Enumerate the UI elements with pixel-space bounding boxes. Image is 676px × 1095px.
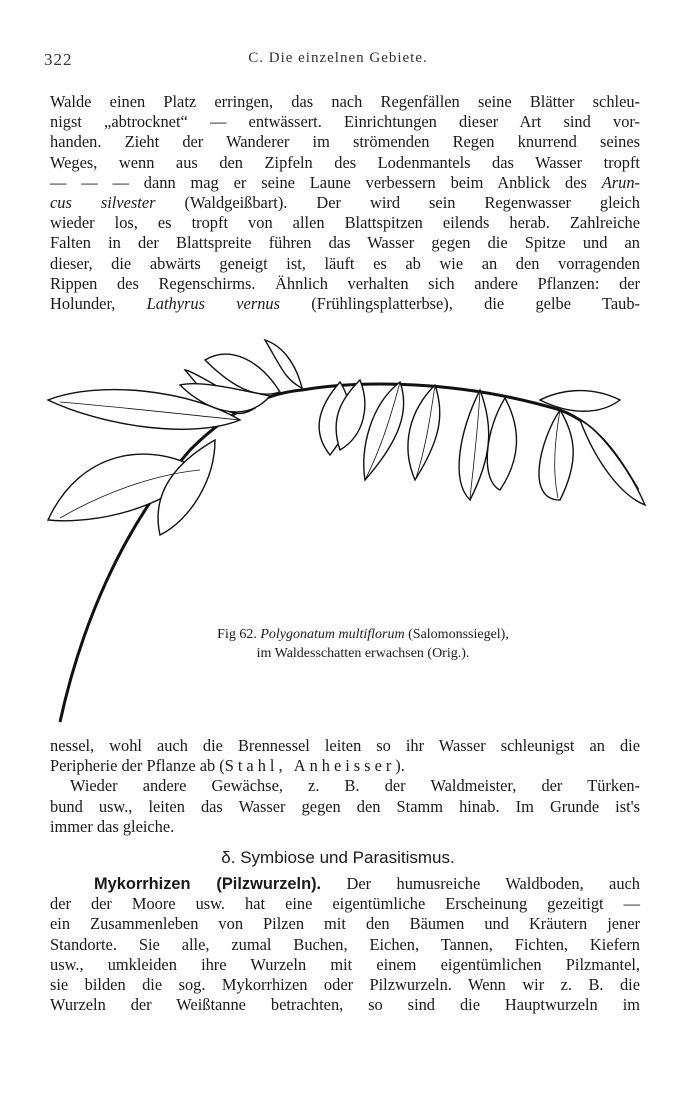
text-line	[50, 756, 640, 776]
species-name: Arun-	[601, 172, 641, 192]
leaf	[459, 390, 489, 500]
text-span: ).	[395, 756, 405, 776]
text-line: Wieder andere Gewächse, z. B. der Waldmeister, der Türken-	[70, 776, 640, 796]
term-heading: Mykorrhizen (Pilzwurzeln).	[94, 875, 322, 893]
text-line	[50, 874, 640, 894]
author-names: Stahl, Anheisser	[224, 756, 396, 776]
text-line	[50, 173, 640, 193]
plant-illustration	[40, 330, 660, 725]
running-head: C. Die einzelnen Gebiete.	[248, 50, 428, 66]
text-line: bund usw., leiten das Wasser gegen den Stamm hinab. Im Grunde ist's	[50, 796, 640, 816]
text-span: — — — dann mag er seine Laune verbessern beim Anblick des	[50, 172, 587, 192]
text-line: nessel, wohl auch die Brennessel leiten so ihr Wasser schleunigst an die	[50, 736, 640, 755]
paragraph-2	[50, 736, 640, 837]
text-span: Peripherie der Pflanze ab (	[50, 756, 225, 776]
text-line: dieser, die abwärts geneigt ist, läuft es ab wie an den vorragenden	[50, 253, 640, 273]
page-number: 322	[44, 50, 73, 69]
text-line: der der Moore usw. hat eine eigentümliche Erscheinung gezeitigt —	[50, 894, 640, 914]
caption-line	[148, 625, 578, 644]
text-line: nigst „abtrocknet“ — entwässert. Einrichtungen dieser Art sind vor-	[50, 112, 640, 132]
text-line: wieder los, es tropft von allen Blattspitzen eilends herab. Zahlreiche	[50, 213, 640, 233]
leaf	[408, 385, 440, 480]
paragraph-1	[50, 92, 640, 314]
text-line: handen. Zieht der Wanderer im strömenden Regen knurrend seines	[50, 132, 640, 152]
text-line: usw., umkleiden ihre Wurzeln mit einem eigentümlichen Pilzmantel,	[50, 954, 640, 974]
text-line: sie bilden die sog. Mykorrhizen oder Pilzwurzeln. Wenn wir z. B. die	[50, 974, 640, 994]
text-span: (Waldgeißbart). Der wird sein Regenwasser gleich	[184, 192, 640, 212]
text-line: Wurzeln der Weißtanne betrachten, so sind die Hauptwurzeln im	[50, 995, 640, 1015]
species-name: Lathyrus vernus	[146, 293, 280, 313]
species-name: Polygonatum multiflorum	[260, 627, 405, 642]
text-span: Der humusreiche Waldboden, auch	[346, 874, 641, 893]
text-line: Walde einen Platz erringen, das nach Regenfällen seine Blätter schleu-	[50, 92, 640, 111]
text-line: Rippen des Regenschirms. Ähnlich verhalten sich andere Pflanzen: der	[50, 273, 640, 293]
text-line: immer das gleiche.	[50, 816, 175, 836]
text-line	[50, 294, 640, 314]
text-line: Weges, wenn aus den Zipfeln des Lodenmantels das Wasser tropft	[50, 152, 640, 172]
leaf	[580, 420, 645, 505]
text-line: Standorte. Sie alle, zumal Buchen, Eichen, Tannen, Fichten, Kiefern	[50, 934, 640, 954]
text-line: ein Zusammenleben von Pilzen mit den Bäumen und Kräutern jener	[50, 914, 640, 934]
figure-label: Fig 62.	[217, 627, 257, 642]
leaves	[48, 340, 645, 535]
figure-caption	[148, 625, 578, 663]
text-span: (Frühlingsplatterbse), die gelbe Taub-	[311, 293, 640, 313]
text-span: (Salomonssiegel),	[408, 627, 509, 642]
leaf	[487, 398, 516, 490]
paragraph-3	[50, 874, 640, 1015]
text-span: Holunder,	[50, 293, 116, 313]
species-name: cus silvester	[50, 192, 156, 212]
text-line	[50, 193, 640, 213]
caption-line: im Waldesschatten erwachsen (Orig.).	[256, 646, 470, 661]
leaf	[364, 382, 404, 480]
section-heading: δ. Symbiose und Parasitismus.	[221, 848, 455, 867]
text-line: Falten in der Blattspreite führen das Wasser gegen die Spitze und an	[50, 233, 640, 253]
